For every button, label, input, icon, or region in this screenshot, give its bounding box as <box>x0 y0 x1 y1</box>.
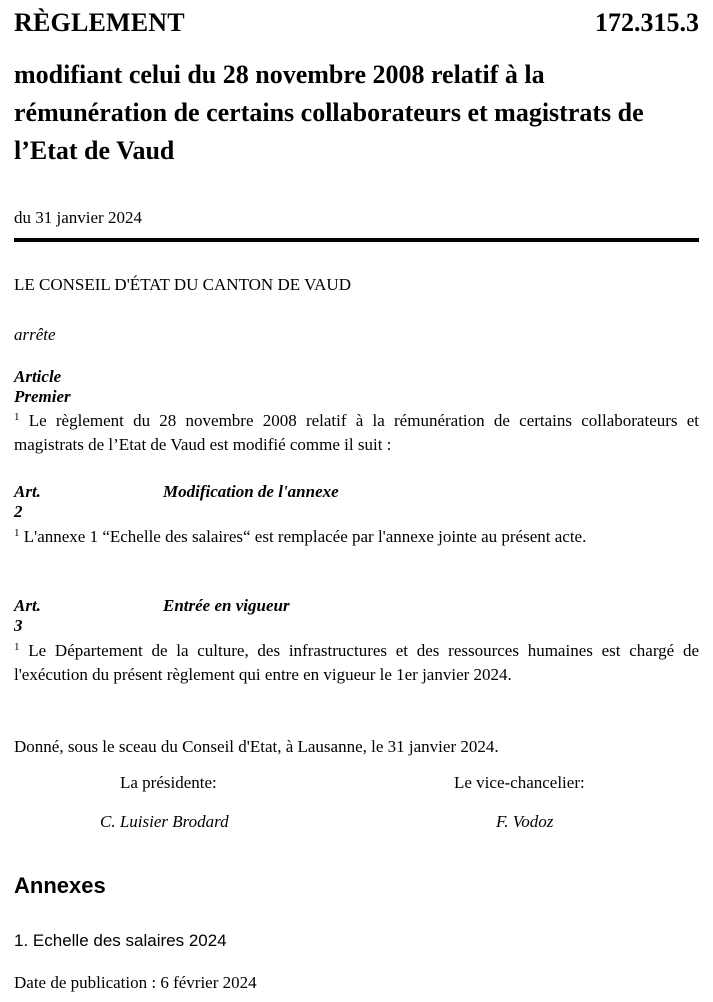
alinea-number: 1 <box>14 527 20 539</box>
publication-date: Date de publication : 6 février 2024 <box>14 973 257 992</box>
article-1-paragraph <box>14 409 699 457</box>
article-number: Art. 3 <box>14 596 41 635</box>
alinea-number: 1 <box>14 641 20 653</box>
document-header <box>14 8 699 40</box>
document-reference: 172.315.3 <box>595 8 699 37</box>
annexes-heading: Annexes <box>14 873 106 898</box>
alinea-number: 1 <box>14 411 20 423</box>
article-text: Le règlement du 28 novembre 2008 relatif à la rémunération de certains collaborateurs et magistrats de l’Etat de Vaud est modifié comme il suit : <box>14 411 700 454</box>
article-title: Modification de l'annexe <box>163 482 339 501</box>
article-title: Entrée en vigueur <box>163 596 290 615</box>
enacting-verb: arrête <box>14 325 56 344</box>
signatory-name-vice-chancellor: F. Vodoz <box>496 812 554 831</box>
article-2-paragraph <box>14 525 699 549</box>
article-3-paragraph <box>14 639 699 687</box>
article-text: Le Département de la culture, des infrastructures et des ressources humaines est chargé de l'exécution du présent règlement qui entre en vigueur le 1er janvier 2024. <box>14 641 700 684</box>
document-type: RÈGLEMENT <box>14 8 185 37</box>
signatory-role-president: La présidente: <box>120 773 217 792</box>
article-number: Art. 2 <box>14 482 41 521</box>
signatory-role-vice-chancellor: Le vice-chancelier: <box>454 773 585 792</box>
article-text: L'annexe 1 “Echelle des salaires“ est remplacée par l'annexe jointe au présent acte. <box>23 527 587 546</box>
document-title: modifiant celui du 28 novembre 2008 relatif à la rémunération de certains collaborateurs et magistrats de l’Etat de Vaud <box>14 60 644 165</box>
annex-link[interactable]: 1. Echelle des salaires 2024 <box>14 931 227 950</box>
header-divider <box>14 238 699 242</box>
document-date: du 31 janvier 2024 <box>14 208 142 227</box>
signatory-name-president: C. Luisier Brodard <box>100 812 229 831</box>
issuing-authority: LE CONSEIL D'ÉTAT DU CANTON DE VAUD <box>14 275 351 294</box>
article-number: Article Premier <box>14 367 71 406</box>
given-under-seal: Donné, sous le sceau du Conseil d'Etat, à Lausanne, le 31 janvier 2024. <box>14 737 499 756</box>
